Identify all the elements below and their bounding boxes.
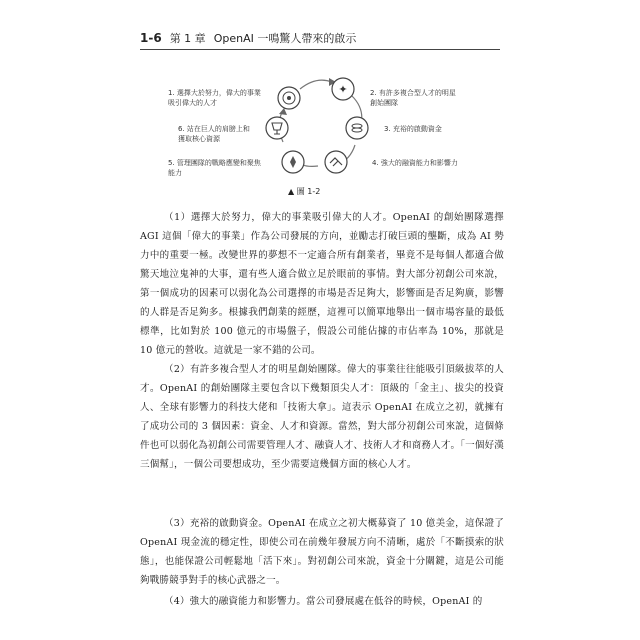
paragraph-1: （1）選擇大於努力，偉大的事業吸引偉大的人才。OpenAI 的創始團隊選擇 AGI 這個「偉大的事業」作為公司發展的方向，並勵志打破巨頭的壟斷，成為 AI 勢力中的重要一極。改變世界的夢想不一定適合所有創業者，畢竟不是每個人都適合做驚天地泣鬼神的大事，還有些人適合做立足於眼前的事情。對大部分初創公司來說，第一個成功的因素可以弱化為公司選擇的市場是否足夠大，影響面是否足夠廣，影響的人群是否足夠多。根據我們創業的經歷，這裡可以簡單地舉出一個市場容量的最低標準，比如對於 100 億元的市場盤子，假設公司能佔據的市佔率為 10%，那就是 10 億元的營收。這就是一家不錯的公司。	[140, 212, 504, 356]
cycle-diagram	[0, 0, 640, 200]
paragraph-3: （3）充裕的啟動資金。OpenAI 在成立之初大概募資了 10 億美金，這保證了 OpenAI 現金流的穩定性，即使公司在前幾年發展方向不清晰，處於「不斷摸索的狀態」，也能保證公司輕鬆地「活下來」。對初創公司來說，資金十分關鍵，這是公司能夠戰勝競爭對手的核心武器之一。	[140, 518, 504, 586]
svg-text:✦: ✦	[338, 83, 348, 96]
diagram-label-6: 6. 站在巨人的肩膀上和 獲取核心資源	[178, 125, 250, 143]
diagram-label-1: 1. 選擇大於努力，偉大的事業 吸引偉大的人才	[168, 89, 261, 107]
handshake-icon	[325, 151, 347, 173]
paragraph-4: （4）強大的融資能力和影響力。當公司發展處在低谷的時候，OpenAI 的	[164, 596, 483, 607]
diagram-label-4: 4. 強大的融資能力和影響力	[372, 159, 458, 167]
coins-icon	[346, 117, 368, 139]
figure-caption: ▲ 圖 1-2	[288, 187, 321, 196]
stars-icon	[332, 78, 354, 100]
diagram-label-3: 3. 充裕的啟動資金	[384, 125, 442, 133]
chapter-title: OpenAI 一鳴驚人帶來的啟示	[213, 32, 357, 45]
compass-icon	[282, 151, 304, 173]
paragraph-2: （2）有許多複合型人才的明星創始團隊。偉大的事業往往能吸引頂級拔萃的人才。OpenAI 的創始團隊主要包含以下幾類頂尖人才：頂級的「金主」、拔尖的投資人、全球有影響力的科技大佬和「技術大拿」。這表示 OpenAI 在成立之初，就擁有了成功公司的 3 個因素：資金、人才和資源。當然，對大部分初創公司來說，這個條件也可以弱化為初創公司需要管理人才、融資人才、技術人才和商務人才。「一個好漢三個幫」，一個公司要想成功，至少需要這幾個方面的核心人才。	[140, 364, 504, 470]
diagram-label-5: 5. 管理團隊的戰略應變和聚焦 能力	[168, 159, 261, 177]
target-icon	[278, 87, 300, 109]
trophy-icon	[266, 117, 288, 139]
diagram-label-2: 2. 有許多複合型人才的明星 創始團隊	[370, 89, 456, 107]
chapter-number: 第 1 章	[169, 32, 206, 45]
page-number: 1-6	[140, 31, 162, 45]
